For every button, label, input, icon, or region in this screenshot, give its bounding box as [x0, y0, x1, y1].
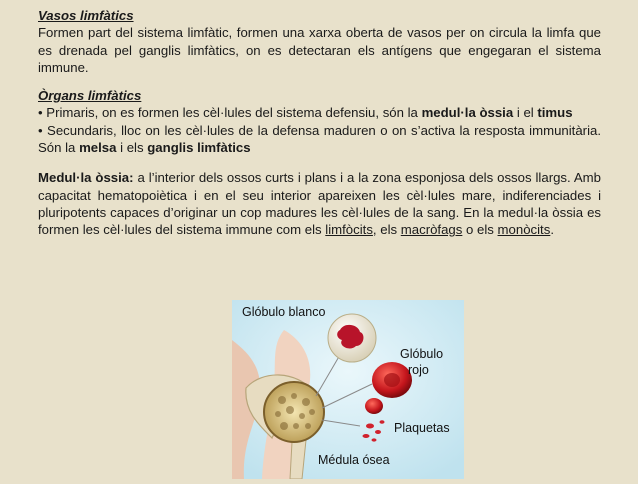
heading-organs-limfatics: Òrgans limfàtics: [38, 88, 142, 104]
bold-medulla-ossia: medul·la òssia: [421, 105, 514, 121]
bold-ganglis: ganglis limfàtics: [147, 140, 251, 156]
heading-vasos-limfatics: Vasos limfàtics: [38, 8, 134, 23]
label-red-cell-1: Glóbulo: [400, 347, 444, 361]
link-macrofags[interactable]: macròfags: [400, 222, 463, 238]
label-platelets: Plaquetas: [394, 421, 450, 435]
bold-timus: timus: [537, 105, 573, 121]
link-monocits[interactable]: monòcits: [497, 222, 551, 238]
label-white-cell: Glóbulo blanco: [242, 305, 326, 319]
bone-marrow-illustration: [232, 300, 464, 479]
bold-melsa: melsa: [79, 140, 117, 156]
paragraph-medulla: Medul·la òssia: a l’interior dels ossos curts i plans i a la zona esponjosa dels ossos llargs. Amb capacitat hematopoiètica i en el seu interior apareixen les cèl·lules mare, indiferenciades i pluripotents capaces d’originar un cop madures les cèl·lules de la sang. En la medul·la òssia es formen les cèl·lules del sistema immune com els limfòcits, els macròfags o els monòcits.: [38, 170, 601, 238]
bone-marrow-figure: [232, 300, 464, 479]
label-red-cell-2: rojo: [408, 363, 429, 377]
text-block: [38, 7, 601, 239]
term-medulla-ossia: Medul·la òssia:: [38, 170, 134, 186]
link-limfocits[interactable]: limfòcits: [325, 222, 373, 238]
red-blood-cell-2: [365, 398, 383, 414]
paragraph-vasos: Formen part del sistema limfàtic, formen una xarxa oberta de vasos per on circula la limfa que es drenada pel ganglis limfàtics, on es detectaran els antígens que engegaran el sistema immune.: [38, 25, 601, 75]
bullet-secundaris: • Secundaris, lloc on les cèl·lules de la defensa maduren o on s’activa la resposta immunitària. Són la melsa i els ganglis limfàtics: [38, 122, 601, 156]
label-marrow: Médula ósea: [318, 453, 390, 467]
bullet-primaris: • Primaris, on es formen les cèl·lules del sistema defensiu, són la medul·la òssia i el timus: [38, 105, 573, 121]
